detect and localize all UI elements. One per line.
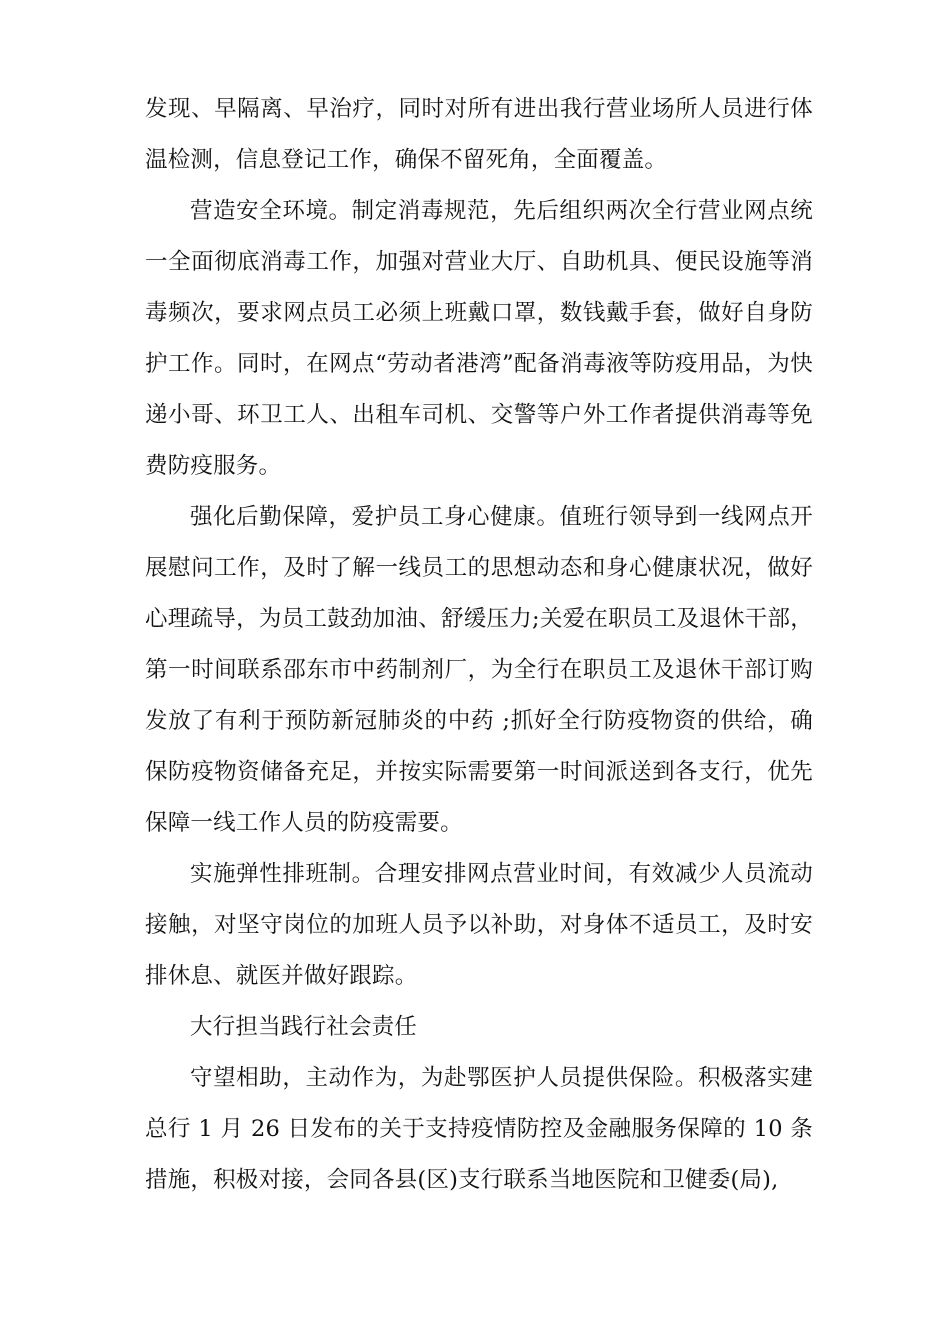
paragraph-continued: 发现、早隔离、早治疗，同时对所有进出我行营业场所人员进行体温检测，信息登记工作，确保不留死角，全面覆盖。 xyxy=(145,96,813,173)
document-body xyxy=(145,84,813,1206)
paragraph-flexible-shifts: 实施弹性排班制。合理安排网点营业时间，有效减少人员流动接触，对坚守岗位的加班人员予以补助，对身体不适员工，及时安排休息、就医并做好跟踪。 xyxy=(145,861,813,989)
paragraph-logistics-support: 强化后勤保障，爱护员工身心健康。值班行领导到一线网点开展慰问工作，及时了解一线员工的思想动态和身心健康状况，做好心理疏导，为员工鼓劲加油、舒缓压力;关爱在职员工及退休干部，第一时间联系邵东市中药制剂厂，为全行在职员工及退休干部订购发放了有利于预防新冠肺炎的中药 ;抓好全行防疫物资的供给，确保防疫物资储备充足，并按实际需要第一时间派送到各支行，优先保障一线工作人员的防疫需要。 xyxy=(145,504,813,836)
section-heading-social-responsibility: 大行担当践行社会责任 xyxy=(190,1014,418,1040)
paragraph-safety-environment: 营造安全环境。制定消毒规范，先后组织两次全行营业网点统一全面彻底消毒工作，加强对营业大厅、自助机具、便民设施等消毒频次，要求网点员工必须上班戴口罩，数钱戴手套，做好自身防护工作。同时，在网点“劳动者港湾”配备消毒液等防疫用品，为快递小哥、环卫工人、出租车司机、交警等户外工作者提供消毒等免费防疫服务。 xyxy=(145,198,813,479)
paragraph-medical-insurance: 守望相助，主动作为，为赴鄂医护人员提供保险。积极落实建总行 1 月 26 日发布的关于支持疫情防控及金融服务保障的 10 条措施，积极对接，会同各县(区)支行联系当地医院和卫健委(局), xyxy=(145,1065,813,1193)
